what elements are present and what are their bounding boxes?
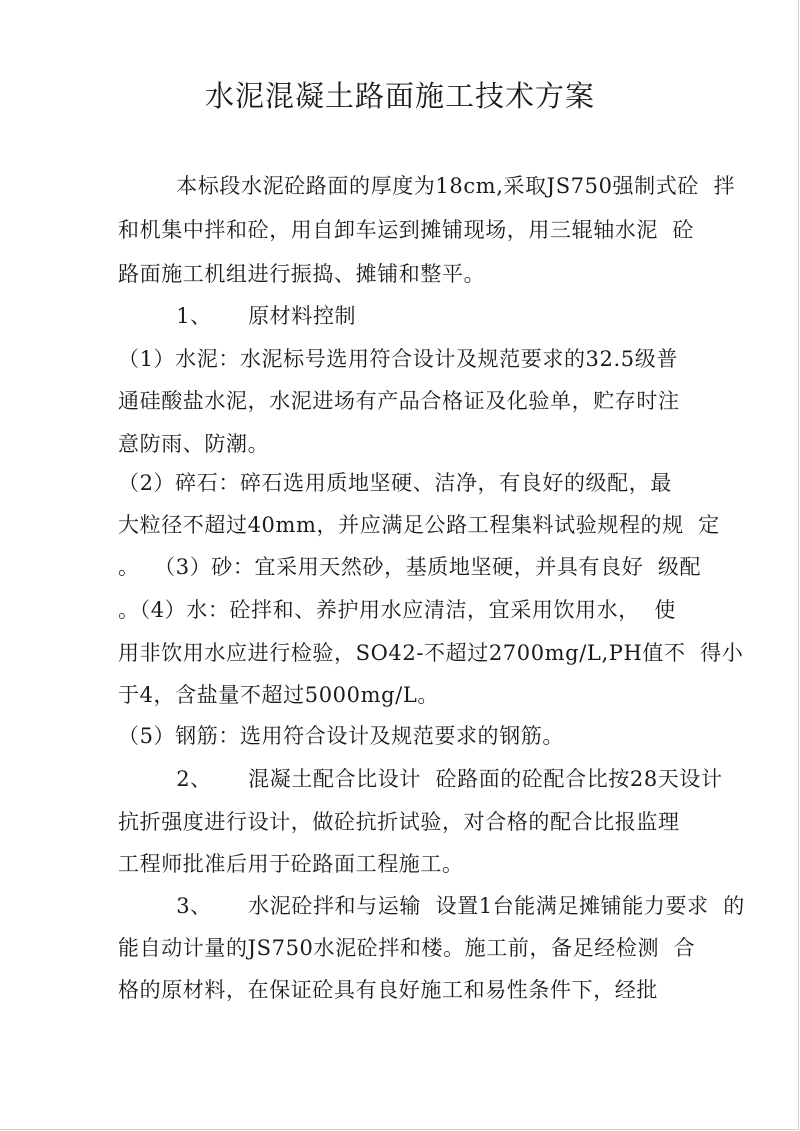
body-line: 通硅酸盐水泥，水泥进场有产品合格证及化验单，贮存时注 bbox=[118, 389, 680, 413]
section-heading: 1、 原材料控制 bbox=[118, 304, 357, 328]
section-heading: 2、 混凝土配合比设计 砼路面的砼配合比按28天设计 bbox=[118, 767, 723, 791]
body-line: 意防雨、防潮。 bbox=[118, 432, 270, 456]
body-line: 。（4）水：砼拌和、养护用水应清洁，宜采用饮用水， 使 bbox=[118, 598, 677, 622]
body-line: 路面施工机组进行振捣、摊铺和整平。 bbox=[118, 262, 486, 286]
body-line: 抗折强度进行设计，做砼抗折试验，对合格的配合比报监理 bbox=[118, 810, 680, 834]
body-line: 格的原材料，在保证砼具有良好施工和易性条件下，经批 bbox=[118, 978, 658, 1002]
section-heading: 3、 水泥砼拌和与运输 设置1台能满足摊铺能力要求 的 bbox=[118, 894, 745, 918]
body-line: （2）碎石：碎石选用质地坚硬、洁净，有良好的级配，最 bbox=[118, 471, 672, 495]
body-line: 和机集中拌和砼，用自卸车运到摊铺现场，用三辊轴水泥 砼 bbox=[118, 218, 695, 242]
body-line: 工程师批准后用于砼路面工程施工。 bbox=[118, 852, 464, 876]
body-line: （1）水泥：水泥标号选用符合设计及规范要求的32.5级普 bbox=[118, 347, 678, 371]
page-title: 水泥混凝土路面施工技术方案 bbox=[204, 79, 595, 113]
body-line: 。 （3）砂：宜采用天然砂，基质地坚硬，并具有良好 级配 bbox=[118, 555, 702, 579]
body-line: 大粒径不超过40mm，并应满足公路工程集料试验规程的规 定 bbox=[118, 513, 720, 537]
body-line: 于4，含盐量不超过5000mg/L。 bbox=[118, 683, 439, 707]
body-line: 能自动计量的JS750水泥砼拌和楼。施工前，备足经检测 合 bbox=[118, 936, 696, 960]
body-line: （5）钢筋：选用符合设计及规范要求的钢筋。 bbox=[118, 724, 564, 748]
body-line: 用非饮用水应进行检验，SO42-不超过2700mg/L,PH值不 得小 bbox=[118, 641, 744, 665]
body-line: 本标段水泥砼路面的厚度为18cm,采取JS750强制式砼 拌 bbox=[118, 174, 736, 198]
